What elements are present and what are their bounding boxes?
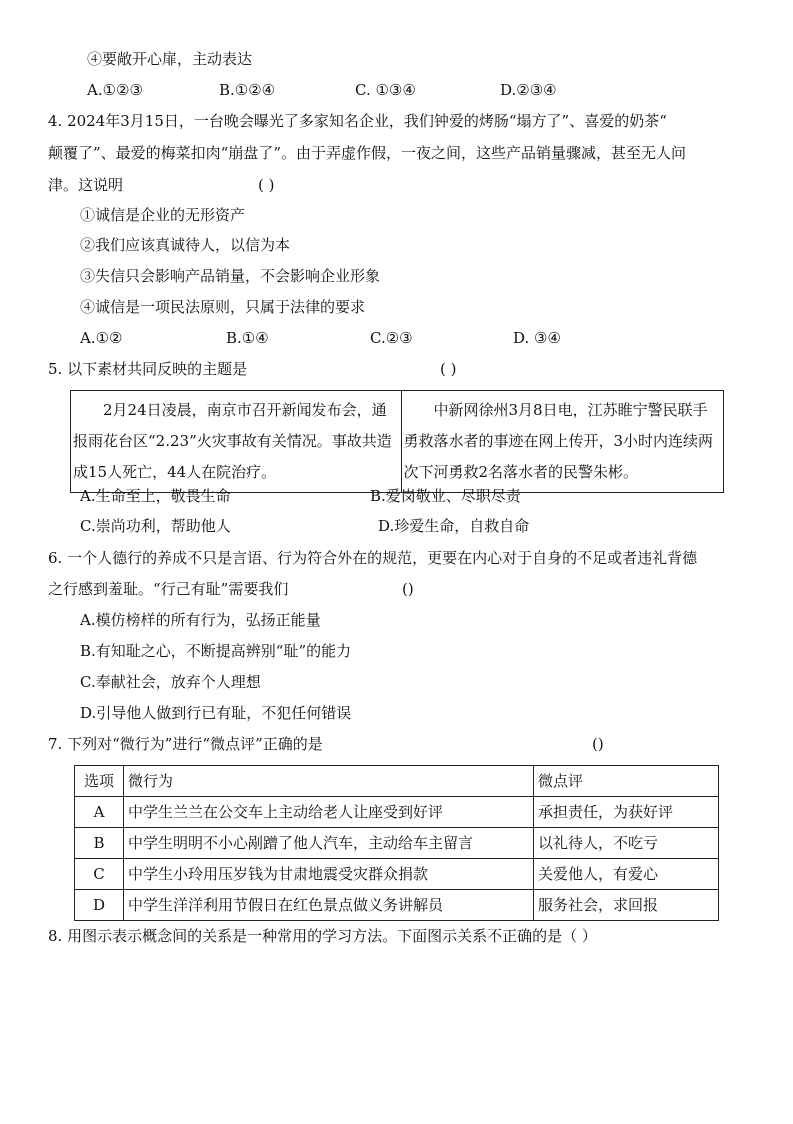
q7-header-behavior: 微行为 (124, 766, 534, 797)
q5-answer-bracket: ( ) (440, 360, 457, 378)
q4-stem-line3: 津。这说明 (48, 176, 124, 194)
q5-option-b: B.爱岗敬业、尽职尽责 (370, 487, 521, 505)
q6-option-a: A.模仿榜样的所有行为，弘扬正能量 (80, 611, 321, 629)
q4-option-c: C.②③ (370, 329, 413, 347)
q5-material-table (70, 390, 724, 493)
q7-row-d-option: D (75, 890, 124, 921)
q7-row-a-behavior: 中学生兰兰在公交车上主动给老人让座受到好评 (124, 797, 534, 828)
q3-option-d: D.②③④ (500, 81, 557, 99)
q7-row-a-option: A (75, 797, 124, 828)
q4-stem-line2: 颠覆了”、最爱的梅菜扣肉“崩盘了”。由于弄虚作假，一夜之间，这些产品销量骤减，甚至无人问 (48, 144, 687, 162)
q4-item-4: ④诚信是一项民法原则，只属于法律的要求 (80, 298, 366, 316)
q7-row-b-comment: 以礼待人，不吃亏 (534, 828, 719, 859)
q6-answer-bracket: () (402, 580, 414, 598)
q5-stem: 5. 以下素材共同反映的主题是 (48, 360, 248, 378)
table-row (75, 890, 719, 921)
q7-header-comment: 微点评 (534, 766, 719, 797)
q4-stem-line1: 4. 2024年3月15日，一台晚会曝光了多家知名企业，我们钟爱的烤肠“塌方了”、喜爱的奶茶“ (48, 112, 667, 130)
q7-row-d-comment: 服务社会，求回报 (534, 890, 719, 921)
q8-stem: 8. 用图示表示概念间的关系是一种常用的学习方法。下面图示关系不正确的是（ ） (48, 927, 597, 945)
q6-option-c: C.奉献社会，放弃个人理想 (80, 673, 261, 691)
q7-table (74, 765, 719, 921)
q7-header-option: 选项 (75, 766, 124, 797)
q4-answer-bracket: ( ) (258, 176, 275, 194)
q6-stem-line1: 6. 一个人德行的养成不只是言语、行为符合外在的规范，更要在内心对于自身的不足或者违礼背德 (48, 549, 698, 567)
q6-stem-line2: 之行感到羞耻。“行己有耻”需要我们 (48, 580, 289, 598)
q7-row-c-behavior: 中学生小玲用压岁钱为甘肃地震受灾群众捐款 (124, 859, 534, 890)
q6-option-b: B.有知耻之心，不断提高辨别“耻”的能力 (80, 642, 352, 660)
q7-stem: 7. 下列对“微行为”进行“微点评”正确的是 (48, 735, 323, 753)
q5-option-d: D.珍爱生命，自救自命 (378, 517, 530, 535)
q7-answer-bracket: () (592, 735, 604, 753)
q4-option-d: D. ③④ (513, 329, 561, 347)
q3-option-c: C. ①③④ (355, 81, 416, 99)
q7-table-header-row (75, 766, 719, 797)
q4-item-1: ①诚信是企业的无形资产 (80, 206, 246, 224)
q7-row-b-option: B (75, 828, 124, 859)
table-row (75, 859, 719, 890)
q7-row-c-option: C (75, 859, 124, 890)
q3-item-4: ④要敞开心扉，主动表达 (87, 50, 253, 68)
q7-row-a-comment: 承担责任，为获好评 (534, 797, 719, 828)
q7-row-d-behavior: 中学生洋洋利用节假日在红色景点做义务讲解员 (124, 890, 534, 921)
q5-material-left: 2月24日凌晨，南京市召开新闻发布会，通报雨花台区“2.23”火灾事故有关情况。事故共造成15人死亡，44人在院治疗。 (71, 391, 402, 493)
q4-item-3: ③失信只会影响产品销量，不会影响企业形象 (80, 267, 381, 285)
q4-item-2: ②我们应该真诚待人，以信为本 (80, 236, 291, 254)
q5-material-right: 中新网徐州3月8日电，江苏睢宁警民联手勇救落水者的事迹在网上传开，3小时内连续两次下河勇救2名落水者的民警朱彬。 (401, 391, 723, 493)
q5-option-c: C.崇尚功利，帮助他人 (80, 517, 231, 535)
q3-option-a: A.①②③ (87, 81, 143, 99)
q4-option-a: A.①② (80, 329, 123, 347)
q3-option-b: B.①②④ (219, 81, 276, 99)
q7-row-b-behavior: 中学生明明不小心剐蹭了他人汽车，主动给车主留言 (124, 828, 534, 859)
q7-row-c-comment: 关爱他人，有爱心 (534, 859, 719, 890)
q6-option-d: D.引导他人做到行已有耻，不犯任何错误 (80, 704, 352, 722)
table-row (75, 828, 719, 859)
table-row (75, 797, 719, 828)
q4-option-b: B.①④ (226, 329, 269, 347)
q5-option-a: A.生命至上，敬畏生命 (80, 487, 231, 505)
